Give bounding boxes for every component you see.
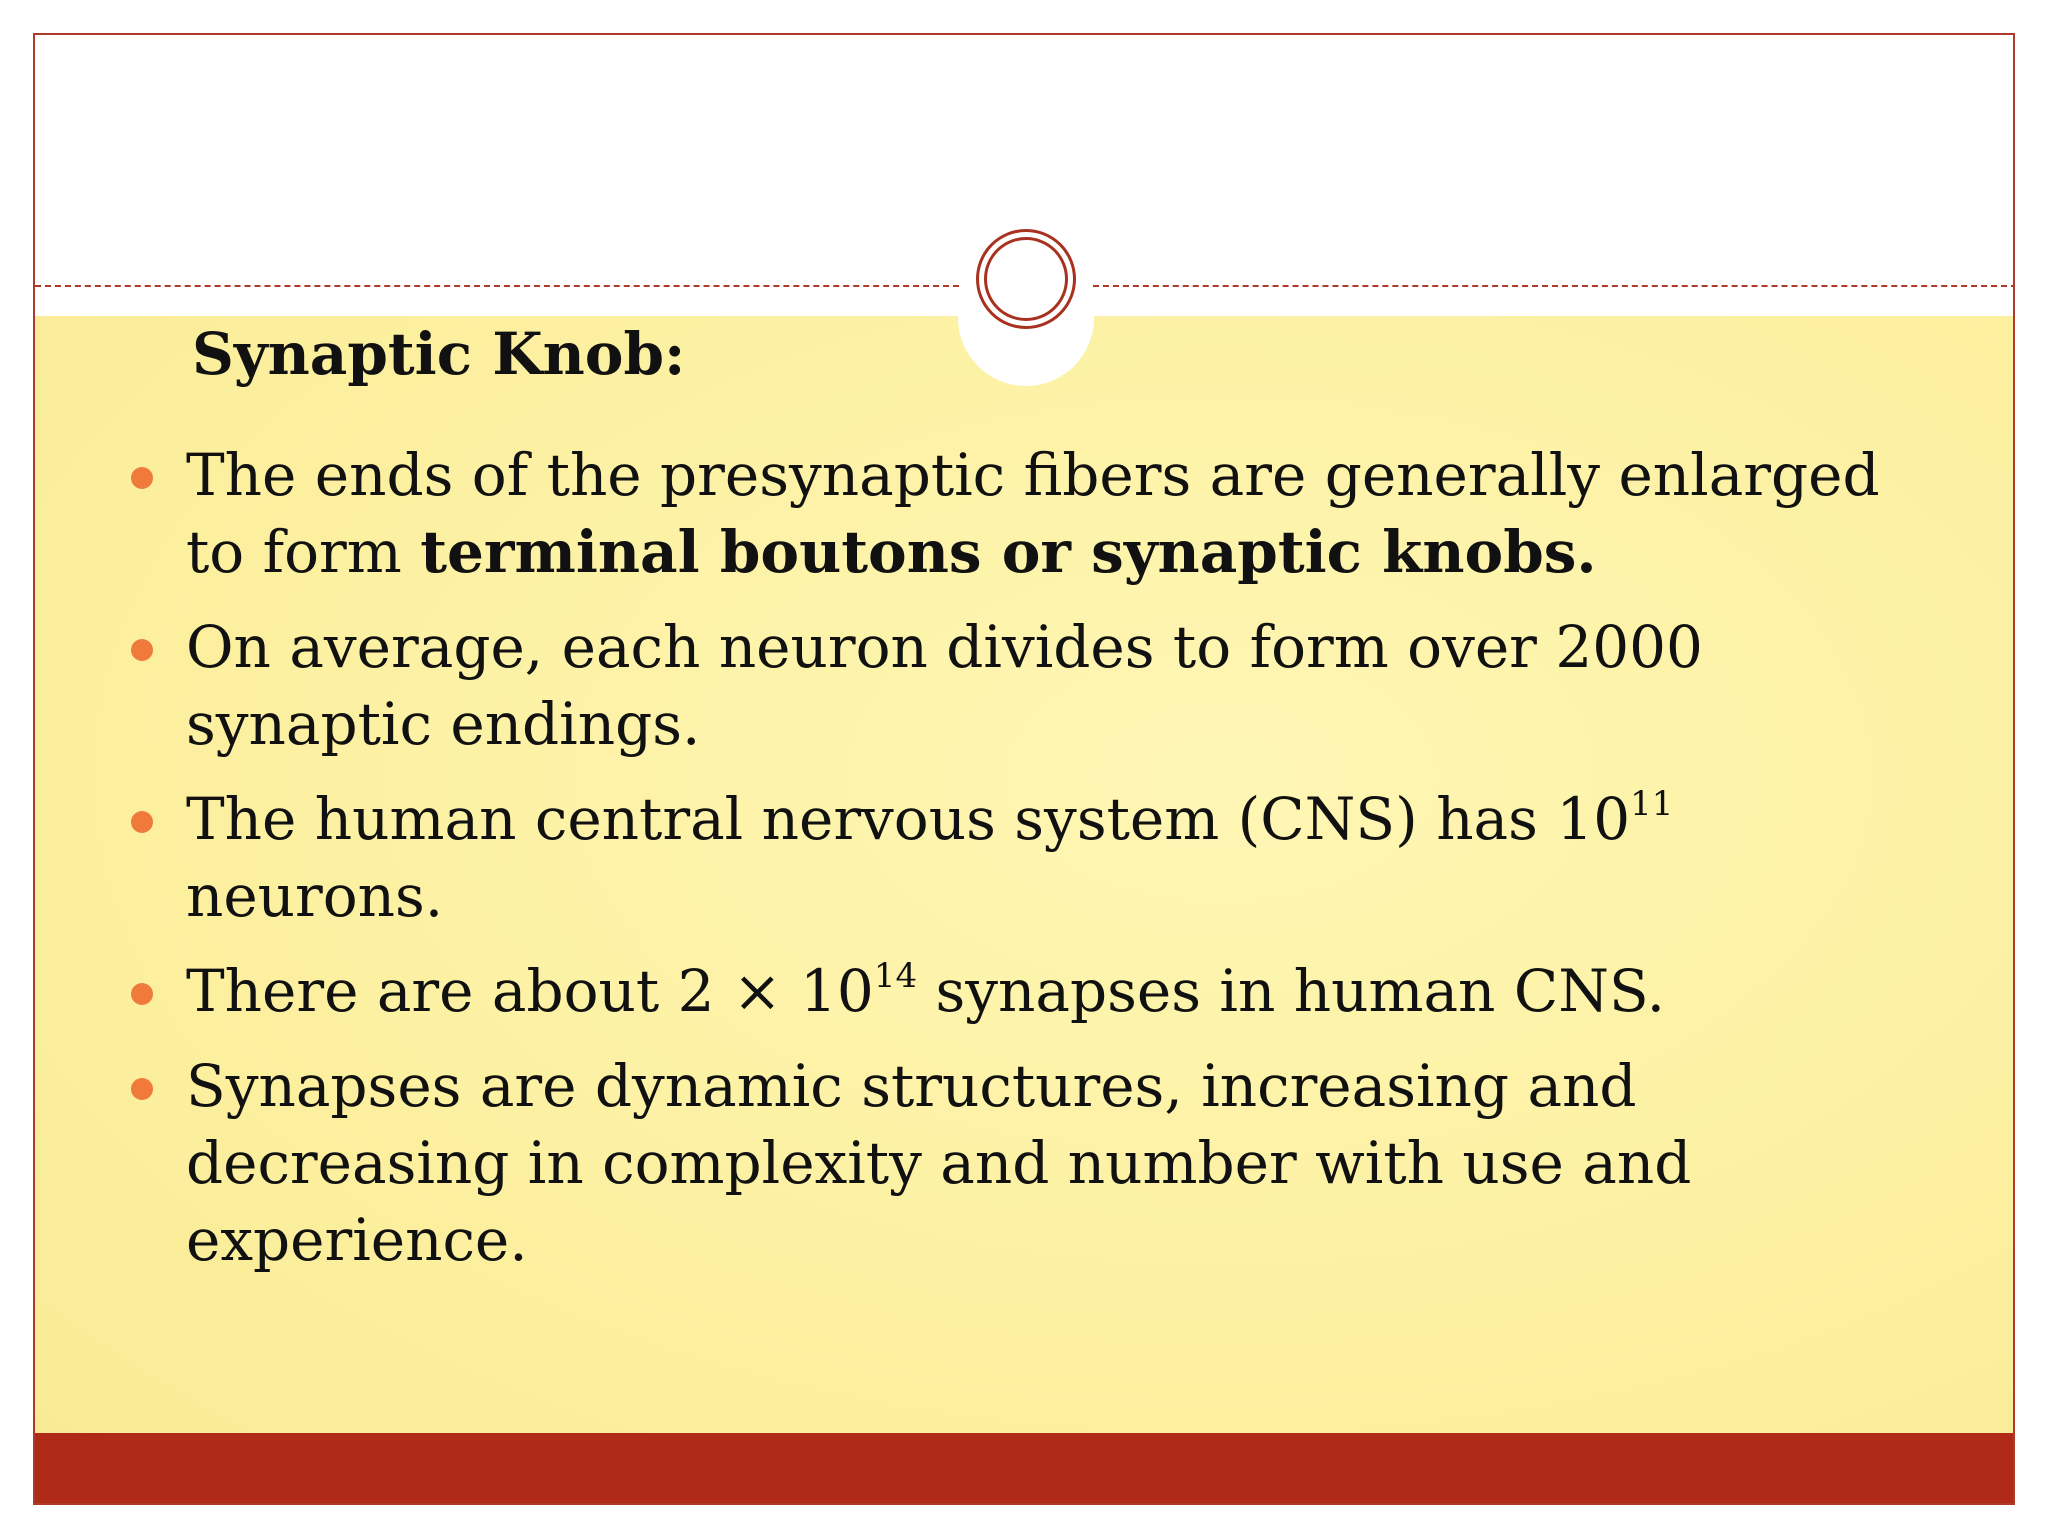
bullet-2-text: On average, each neuron divides to form over 2000 synaptic endings. bbox=[186, 613, 1703, 758]
bullet-1-bold-text: terminal boutons or synaptic knobs. bbox=[420, 518, 1597, 586]
dashed-divider-right bbox=[1093, 285, 2015, 287]
bullet-4-exponent: 14 bbox=[873, 956, 918, 996]
slide-heading: Synaptic Knob: bbox=[192, 320, 686, 388]
slide-frame bbox=[33, 33, 2015, 1505]
bullet-dot-icon bbox=[131, 983, 153, 1005]
bullet-item-1 bbox=[35, 437, 2013, 591]
bullet-item-5 bbox=[35, 1048, 2013, 1279]
bullet-dot-icon bbox=[131, 811, 153, 833]
bullet-dot-icon bbox=[131, 1078, 153, 1100]
bullet-4-text-end: synapses in human CNS. bbox=[917, 957, 1666, 1025]
bullet-4-text: There are about 2 × 10 bbox=[186, 957, 874, 1025]
bullet-3-text: The human central nervous system (CNS) has 10 bbox=[186, 785, 1631, 853]
bullet-dot-icon bbox=[131, 639, 153, 661]
bullet-item-3 bbox=[35, 781, 2013, 935]
bullet-3-text-end: neurons. bbox=[186, 862, 444, 930]
bullet-5-text: Synapses are dynamic structures, increasing and decreasing in complexity and number with use and experience. bbox=[186, 1052, 1692, 1274]
bullet-list bbox=[35, 437, 2013, 1297]
dashed-divider-left bbox=[35, 285, 959, 287]
bullet-item-2 bbox=[35, 609, 2013, 763]
bullet-1-text: The ends of the presynaptic fibers are generally enlarged to form bbox=[186, 441, 1880, 586]
circle-emblem-inner-ring bbox=[984, 237, 1068, 321]
circle-emblem-icon bbox=[976, 229, 1076, 329]
bullet-3-exponent: 11 bbox=[1630, 784, 1674, 824]
footer-band bbox=[35, 1433, 2013, 1503]
bullet-dot-icon bbox=[131, 467, 153, 489]
bullet-item-4 bbox=[35, 953, 2013, 1030]
